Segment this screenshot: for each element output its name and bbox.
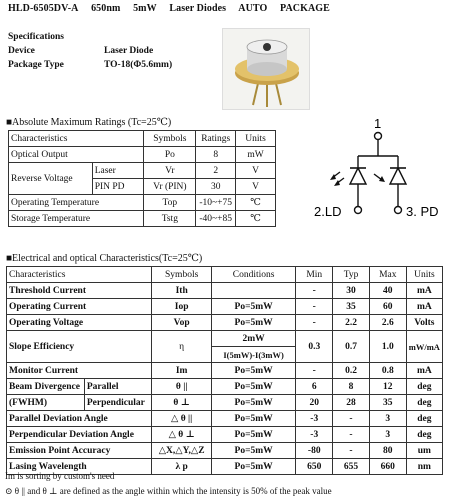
table-cell: Monitor Current (7, 363, 152, 379)
spec-package-label: Package Type (8, 60, 64, 70)
table-cell: 1.0 (369, 331, 406, 363)
table-cell: deg (406, 395, 442, 411)
table-cell: I(5mW)-I(3mW) (211, 347, 296, 363)
table-cell: -10~+75 (196, 195, 236, 211)
table-cell: Tstg (144, 211, 196, 227)
table-cell: 2 (196, 163, 236, 179)
header-cell: Typ (333, 267, 370, 283)
table-cell: Operating Current (7, 299, 152, 315)
table-cell: Vr (PIN) (144, 179, 196, 195)
table-cell: mA (406, 299, 442, 315)
table-cell: -80 (296, 443, 333, 459)
document-header (8, 3, 340, 14)
abs-max-table (8, 130, 276, 227)
header-cell: Characteristics (9, 131, 144, 147)
table-cell: Threshold Current (7, 283, 152, 299)
spec-device-label: Device (8, 46, 35, 56)
spec-package-value: TO-18(Φ5.6mm) (104, 60, 173, 70)
table-cell: V (236, 163, 276, 179)
table-cell: Emission Point Accuracy (7, 443, 152, 459)
header-cell: Units (236, 131, 276, 147)
table-cell: Parallel Deviation Angle (7, 411, 152, 427)
table-cell: 6 (296, 379, 333, 395)
table-cell: △ θ ⊥ (152, 427, 211, 443)
table-row (7, 395, 443, 411)
table-cell: Po=5mW (211, 315, 296, 331)
table-cell: 80 (369, 443, 406, 459)
table-cell: PIN PD (92, 179, 144, 195)
table-cell: deg (406, 379, 442, 395)
table-cell: Operating Temperature (9, 195, 144, 211)
table-row (9, 195, 276, 211)
table-cell: Po=5mW (211, 299, 296, 315)
table-cell: deg (406, 411, 442, 427)
table-cell: Reverse Voltage (9, 163, 93, 195)
header-cell: Min (296, 267, 333, 283)
table-cell: Storage Temperature (9, 211, 144, 227)
table-cell: △ θ || (152, 411, 211, 427)
table-cell: Po (144, 147, 196, 163)
package-label: PACKAGE (279, 3, 330, 14)
part-number: HLD-6505DV-A (8, 3, 79, 14)
eo-table (6, 266, 443, 475)
table-cell: 30 (333, 283, 370, 299)
table-cell: deg (406, 427, 442, 443)
laser-diode-photo (222, 28, 310, 110)
header-cell: Symbols (152, 267, 211, 283)
device-type: Laser Diodes (169, 3, 227, 14)
table-cell: 650 (296, 459, 333, 475)
table-header-row (9, 131, 276, 147)
table-cell: 60 (369, 299, 406, 315)
table-cell: Optical Output (9, 147, 144, 163)
table-cell: △X,△Y,△Z (152, 443, 211, 459)
pin-diagram-svg (300, 116, 450, 226)
table-row (9, 163, 276, 179)
eo-title: ■Electrical and optical Characteristics(Tc=25℃) (6, 253, 203, 264)
table-cell: θ ⊥ (152, 395, 211, 411)
table-header-row (7, 267, 443, 283)
table-cell: Lasing Wavelength (7, 459, 152, 475)
table-cell: 3 (369, 411, 406, 427)
table-cell: Po=5mW (211, 395, 296, 411)
table-cell: θ || (152, 379, 211, 395)
table-row (7, 299, 443, 315)
table-cell: Perpendicular (84, 395, 152, 411)
table-cell: Parallel (84, 379, 152, 395)
laser-diode-image (223, 29, 309, 109)
table-cell: Po=5mW (211, 459, 296, 475)
table-row (7, 283, 443, 299)
table-cell: 0.2 (333, 363, 370, 379)
table-cell: 8 (333, 379, 370, 395)
power: 5mW (133, 3, 157, 14)
table-cell: - (296, 283, 333, 299)
table-cell: 35 (333, 299, 370, 315)
table-cell: V (236, 179, 276, 195)
table-row (7, 427, 443, 443)
table-cell: Operating Voltage (7, 315, 152, 331)
table-cell: 2.2 (333, 315, 370, 331)
table-cell: 2mW (211, 331, 296, 347)
header-cell: Symbols (144, 131, 196, 147)
table-cell: - (333, 443, 370, 459)
table-cell (211, 283, 296, 299)
wavelength: 650nm (91, 3, 121, 14)
table-cell: Po=5mW (211, 427, 296, 443)
table-cell: - (296, 363, 333, 379)
table-cell: Volts (406, 315, 442, 331)
table-cell: Top (144, 195, 196, 211)
table-cell: Vop (152, 315, 211, 331)
table-cell: Ith (152, 283, 211, 299)
table-cell: λ p (152, 459, 211, 475)
table-cell: 655 (333, 459, 370, 475)
table-cell: - (333, 411, 370, 427)
table-cell: ℃ (236, 211, 276, 227)
pin2-label: 2.LD (314, 204, 342, 219)
table-cell: Im (152, 363, 211, 379)
table-row (7, 315, 443, 331)
table-row (9, 211, 276, 227)
footnote-angle-definition: ⊙ θ || and θ ⊥ are defined as the angle within which the intensity is 50% of the peak value (5, 486, 332, 496)
table-cell: η (152, 331, 211, 363)
table-cell: -3 (296, 411, 333, 427)
table-cell: mA (406, 363, 442, 379)
header-cell: Units (406, 267, 442, 283)
spec-device-value: Laser Diode (104, 46, 154, 56)
table-cell: Po=5mW (211, 363, 296, 379)
table-cell: ℃ (236, 195, 276, 211)
table-cell: 0.8 (369, 363, 406, 379)
table-row (9, 147, 276, 163)
table-row (7, 331, 443, 347)
table-cell: -40~+85 (196, 211, 236, 227)
table-cell: 2.6 (369, 315, 406, 331)
table-cell: Po=5mW (211, 411, 296, 427)
header-cell: Conditions (211, 267, 296, 283)
table-cell: 35 (369, 395, 406, 411)
table-cell: (FWHM) (7, 395, 85, 411)
table-cell: 28 (333, 395, 370, 411)
table-cell: Vr (144, 163, 196, 179)
header-cell: Ratings (196, 131, 236, 147)
table-cell: 12 (369, 379, 406, 395)
header-cell: Characteristics (7, 267, 152, 283)
table-row (7, 443, 443, 459)
specs-title: Specifications (8, 32, 64, 42)
table-cell: Po=5mW (211, 379, 296, 395)
table-cell: Perpendicular Deviation Angle (7, 427, 152, 443)
table-cell: 30 (196, 179, 236, 195)
table-cell: -3 (296, 427, 333, 443)
table-cell: 0.7 (333, 331, 370, 363)
table-cell: 40 (369, 283, 406, 299)
table-cell: 8 (196, 147, 236, 163)
table-cell: mA (406, 283, 442, 299)
footnote-sorting: Im is sorting by custom's need (5, 471, 115, 481)
pin-diagram (300, 116, 450, 231)
abs-max-title: ■Absolute Maximum Ratings (Tc=25℃) (6, 117, 172, 128)
header-cell: Max (369, 267, 406, 283)
pin3-label: 3. PD (406, 204, 439, 219)
photo-diode-symbol-icon (374, 168, 406, 206)
table-cell: Po=5mW (211, 443, 296, 459)
table-cell: 0.3 (296, 331, 333, 363)
table-cell: 660 (369, 459, 406, 475)
table-cell: - (333, 427, 370, 443)
table-cell: mW (236, 147, 276, 163)
table-cell: - (296, 315, 333, 331)
table-row (7, 363, 443, 379)
table-cell: Iop (152, 299, 211, 315)
table-cell: mW/mA (406, 331, 442, 363)
table-cell: Beam Divergence (7, 379, 85, 395)
table-cell: 3 (369, 427, 406, 443)
auto-label: AUTO (238, 3, 268, 14)
table-cell: Laser (92, 163, 144, 179)
laser-diode-symbol-icon (330, 168, 366, 206)
table-row (7, 379, 443, 395)
table-cell: Slope Efficiency (7, 331, 152, 363)
table-cell: nm (406, 459, 442, 475)
table-cell: um (406, 443, 442, 459)
pin1-label: 1 (374, 116, 382, 131)
table-row (7, 411, 443, 427)
table-cell: 20 (296, 395, 333, 411)
table-cell: - (296, 299, 333, 315)
